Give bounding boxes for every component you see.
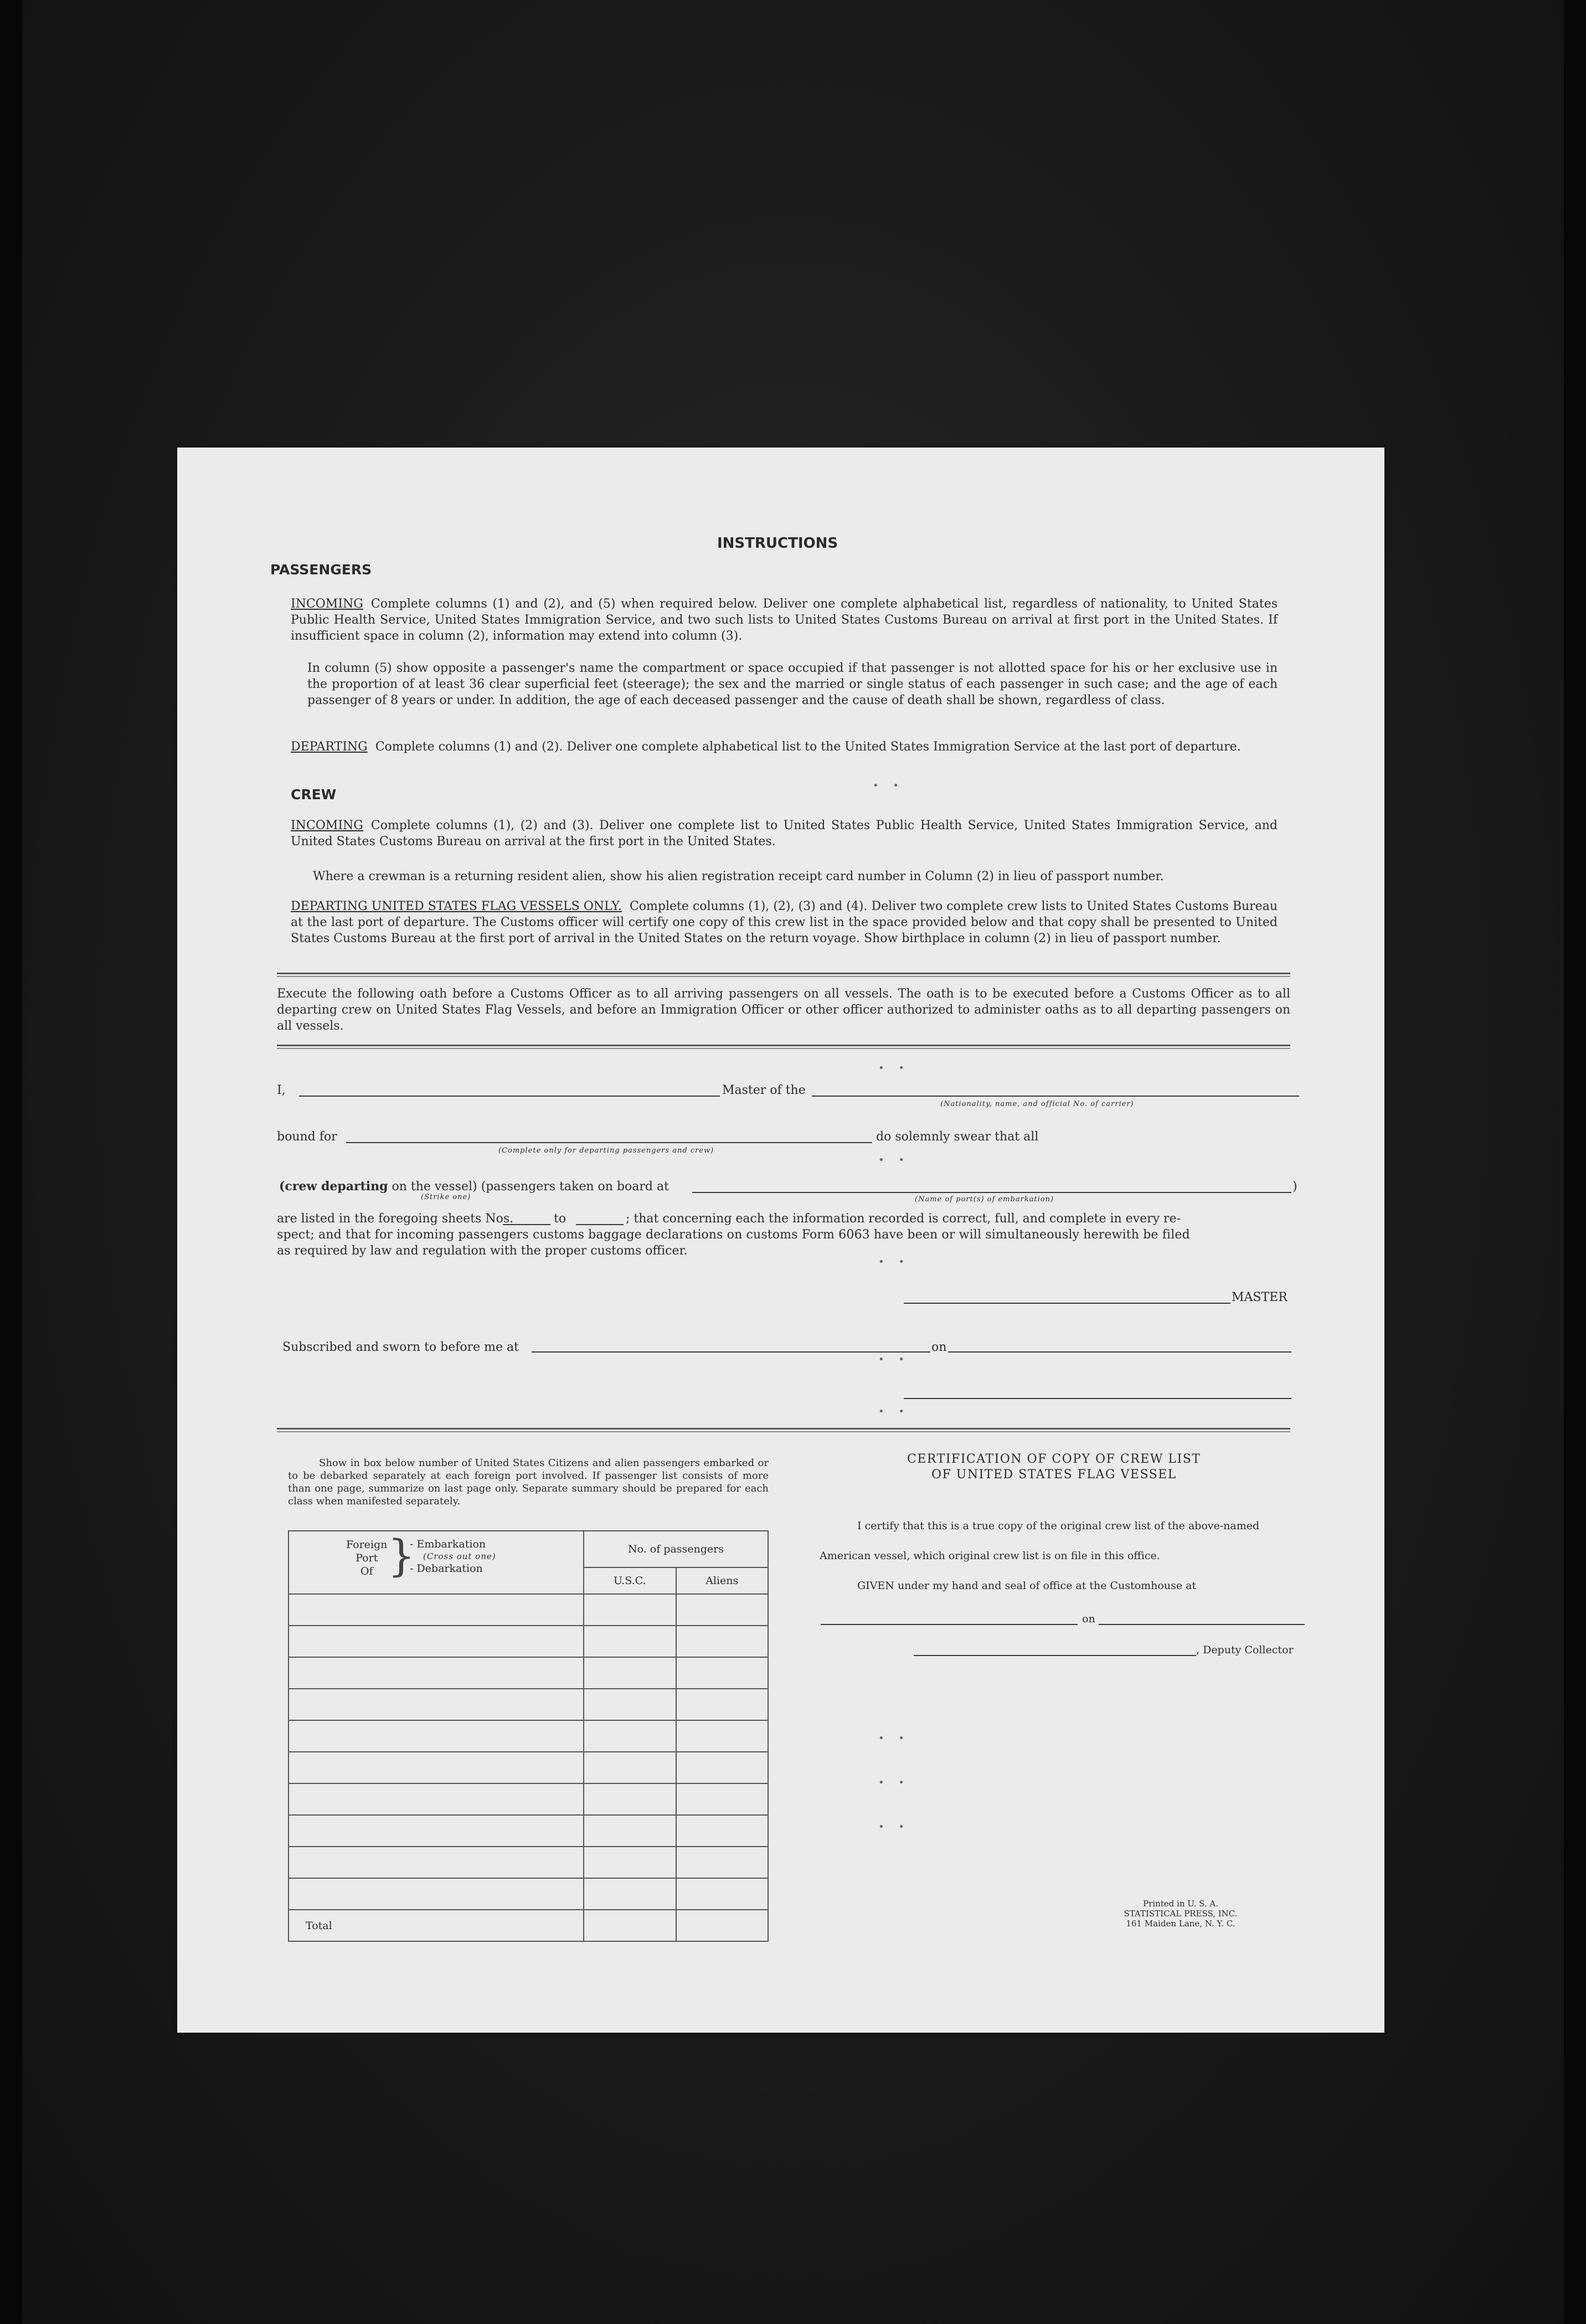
printer-line-2: STATISTICAL PRESS, INC. bbox=[1124, 1909, 1238, 1919]
crew-departing-option[interactable]: (crew departing bbox=[279, 1179, 388, 1194]
table-row bbox=[289, 1878, 768, 1910]
brace-icon: } bbox=[388, 1531, 415, 1581]
listed-label: are listed in the foregoing sheets Nos. bbox=[277, 1212, 514, 1226]
cert-on-label: on bbox=[1082, 1613, 1095, 1625]
total-label: Total bbox=[289, 1910, 584, 1941]
on-the-vessel-text: on the vessel) bbox=[392, 1180, 477, 1194]
total-row bbox=[289, 1910, 768, 1941]
embarkation-caption: (Name of port(s) of embarkation) bbox=[915, 1195, 1054, 1204]
printer-line-3: 161 Maiden Lane, N. Y. C. bbox=[1126, 1919, 1235, 1929]
subscribed-on-label: on bbox=[931, 1340, 947, 1354]
table-row bbox=[289, 1689, 768, 1720]
aliens-cell[interactable] bbox=[676, 1720, 769, 1752]
table-row bbox=[289, 1594, 768, 1626]
usc-cell[interactable] bbox=[584, 1594, 676, 1626]
port-cell[interactable] bbox=[289, 1720, 584, 1752]
bound-for-label: bound for bbox=[277, 1130, 337, 1144]
cert-date-field[interactable] bbox=[1099, 1624, 1305, 1625]
aliens-cell[interactable] bbox=[676, 1657, 769, 1689]
aliens-cell[interactable] bbox=[676, 1752, 769, 1783]
crew-departing-paragraph bbox=[291, 898, 1278, 947]
embarkation-port-field[interactable] bbox=[692, 1192, 1291, 1193]
passengers-heading: PASSENGERS bbox=[270, 562, 372, 578]
of-label: Of bbox=[360, 1565, 373, 1577]
crew-heading: CREW bbox=[291, 786, 337, 803]
passengers-departing-label: DEPARTING bbox=[291, 740, 368, 754]
subscribed-label: Subscribed and sworn to before me at bbox=[282, 1340, 519, 1354]
bound-for-field[interactable] bbox=[346, 1142, 872, 1143]
oath-intro: Execute the following oath before a Customs Officer as to all arriving passengers on all vessels. The oath is to be executed before a Customs Officer as to all departing crew on United States Flag Vessels, and before an Immigration Officer or other officer authorized to administer oaths as to all departing passengers on all vessels. bbox=[277, 987, 1290, 1033]
officer-signature-field[interactable] bbox=[904, 1398, 1291, 1399]
table-row bbox=[289, 1720, 768, 1752]
crew-departing-label: DEPARTING UNITED STATES FLAG VESSELS ONLY. bbox=[291, 899, 622, 913]
swear-label: do solemnly swear that all bbox=[876, 1130, 1039, 1144]
bleed-through-mark: • • bbox=[878, 1354, 910, 1365]
bleed-through-mark: • • bbox=[878, 1062, 910, 1074]
port-cell[interactable] bbox=[289, 1783, 584, 1815]
bleed-through-mark: • • bbox=[878, 1256, 910, 1268]
aliens-cell[interactable] bbox=[676, 1815, 769, 1847]
passengers-departing-text: Complete columns (1) and (2). Deliver one complete alphabetical list to the United States Immigration Service at the last port of departure. bbox=[375, 740, 1241, 754]
listed-text-1: ; that concerning each the information recorded is correct, full, and complete in every re- bbox=[626, 1212, 1181, 1226]
usc-cell[interactable] bbox=[584, 1657, 676, 1689]
document-page bbox=[177, 448, 1384, 2033]
aliens-cell[interactable] bbox=[676, 1689, 769, 1720]
usc-cell[interactable] bbox=[584, 1783, 676, 1815]
bleed-through-mark: • • bbox=[878, 1406, 910, 1417]
subscribed-date-field[interactable] bbox=[948, 1351, 1291, 1353]
bleed-through-mark: • • bbox=[873, 780, 904, 791]
certification-title-1: CERTIFICATION OF COPY OF CREW LIST bbox=[907, 1452, 1201, 1466]
passengers-incoming-paragraph bbox=[291, 596, 1278, 644]
port-cell[interactable] bbox=[289, 1689, 584, 1720]
total-aliens-cell[interactable] bbox=[676, 1910, 769, 1941]
master-name-field[interactable] bbox=[299, 1096, 720, 1097]
crew-departing-text: Complete columns (1), (2), (3) and (4). Deliver two complete crew lists to United States Customs Bureau at the last port of departure. The Customs officer will certify one copy of this crew list in the space provided below and that copy shall be presented to United States Customs Bureau at the first port of arrival in the United States on the return voyage. Show birthplace in column (2) in lieu of passport number. bbox=[291, 899, 1278, 945]
crew-resident-paragraph: Where a crewman is a returning resident alien, show his alien registration receipt card number in Column (2) in lieu of passport number. bbox=[313, 870, 1164, 883]
passengers-departing-paragraph bbox=[291, 739, 1278, 755]
crew-incoming-paragraph bbox=[291, 817, 1278, 850]
aliens-header: Aliens bbox=[676, 1567, 769, 1594]
deputy-collector-label: , Deputy Collector bbox=[1196, 1644, 1294, 1656]
bleed-through-mark: • • bbox=[878, 1154, 910, 1166]
passenger-summary-table bbox=[288, 1530, 769, 1942]
carrier-field[interactable] bbox=[812, 1096, 1299, 1097]
passengers-taken-option[interactable]: (passengers taken on board at bbox=[481, 1180, 669, 1194]
aliens-cell[interactable] bbox=[676, 1783, 769, 1815]
debarkation-option[interactable]: - Debarkation bbox=[410, 1562, 483, 1575]
printer-line-1: Printed in U. S. A. bbox=[1143, 1899, 1218, 1909]
listed-text-3: as required by law and regulation with the proper customs officer. bbox=[277, 1244, 688, 1258]
passengers-incoming-text: Complete columns (1) and (2), and (5) when required below. Deliver one complete alphabetical list, regardless of nationality, to United States Public Health Service, United States Immigration Service, and two such lists to United States Customs Bureau on arrival at first port in the United States. If insufficient space in column (2), information may extend into column (3). bbox=[291, 597, 1278, 643]
master-signature-field[interactable] bbox=[904, 1303, 1230, 1304]
printer-imprint bbox=[1098, 1899, 1264, 1929]
bleed-through-mark: • • bbox=[878, 1777, 910, 1788]
carrier-caption: (Nationality, name, and official No. of carrier) bbox=[940, 1100, 1134, 1108]
aliens-cell[interactable] bbox=[676, 1847, 769, 1878]
crew-incoming-text: Complete columns (1), (2) and (3). Deliver one complete list to United States Public Health Service, United States Immigration Service, and United States Customs Bureau on arrival at the first port in the United States. bbox=[291, 819, 1278, 849]
aliens-cell[interactable] bbox=[676, 1878, 769, 1910]
port-cell[interactable] bbox=[289, 1752, 584, 1783]
bleed-through-mark: • • bbox=[878, 1821, 910, 1833]
certify-text-2: American vessel, which original crew list is on file in this office. bbox=[820, 1550, 1160, 1562]
embarkation-option[interactable]: - Embarkation bbox=[410, 1538, 486, 1550]
oath-i-label: I, bbox=[277, 1083, 286, 1097]
usc-cell[interactable] bbox=[584, 1878, 676, 1910]
no-of-passengers-header: No. of passengers bbox=[584, 1531, 768, 1567]
aliens-cell[interactable] bbox=[676, 1594, 769, 1626]
usc-cell[interactable] bbox=[584, 1689, 676, 1720]
film-edge-left bbox=[0, 0, 22, 2324]
port-cell[interactable] bbox=[289, 1878, 584, 1910]
table-row bbox=[289, 1847, 768, 1878]
divider bbox=[277, 973, 1290, 977]
close-paren: ) bbox=[1293, 1180, 1297, 1194]
table-row bbox=[289, 1657, 768, 1689]
usc-cell[interactable] bbox=[584, 1815, 676, 1847]
table-row bbox=[289, 1626, 768, 1657]
port-label: Port bbox=[356, 1552, 378, 1564]
usc-header: U.S.C. bbox=[584, 1567, 676, 1594]
divider bbox=[277, 1428, 1290, 1432]
foreign-label: Foreign bbox=[346, 1539, 388, 1551]
customhouse-field[interactable] bbox=[821, 1624, 1078, 1625]
port-cell[interactable] bbox=[289, 1594, 584, 1626]
master-label: MASTER bbox=[1232, 1290, 1288, 1304]
table-row bbox=[289, 1815, 768, 1847]
crew-incoming-label: INCOMING bbox=[291, 819, 363, 832]
usc-cell[interactable] bbox=[584, 1847, 676, 1878]
cross-out-caption: (Cross out one) bbox=[423, 1551, 496, 1561]
port-cell[interactable] bbox=[289, 1815, 584, 1847]
to-label: to bbox=[554, 1212, 567, 1226]
divider bbox=[277, 1045, 1290, 1049]
summary-instructions: Show in box below number of United States Citizens and alien passengers embarked or to be debarked separately at each foreign port involved. If passenger list consists of more than one page, summarize on last page only. Separate summary should be prepared for each class when manifested separately. bbox=[288, 1457, 769, 1507]
aliens-cell[interactable] bbox=[676, 1626, 769, 1657]
sheet-to-field[interactable] bbox=[576, 1224, 624, 1225]
strike-one-caption: (Strike one) bbox=[421, 1193, 471, 1201]
deputy-signature-field[interactable] bbox=[914, 1655, 1196, 1656]
page-title: INSTRUCTIONS bbox=[717, 535, 838, 552]
given-text: GIVEN under my hand and seal of office at the Customhouse at bbox=[857, 1580, 1197, 1592]
table-row bbox=[289, 1783, 768, 1815]
passengers-incoming-label: INCOMING bbox=[291, 597, 363, 611]
passengers-column5-paragraph: In column (5) show opposite a passenger's name the compartment or space occupied if that passenger is not allotted space for his or her exclusive use in the proportion of at least 36 clear superficial feet (steerage); the sex and the married or single status of each passenger in such case; and the age of each passenger of 8 years or under. In addition, the age of each deceased passenger and the cause of death shall be shown, regardless of class. bbox=[307, 661, 1278, 707]
port-cell[interactable] bbox=[289, 1657, 584, 1689]
table-row bbox=[289, 1752, 768, 1783]
total-usc-cell[interactable] bbox=[584, 1910, 676, 1941]
master-of-label: Master of the bbox=[722, 1083, 806, 1097]
bound-caption: (Complete only for departing passengers and crew) bbox=[498, 1146, 714, 1155]
subscribed-place-field[interactable] bbox=[532, 1351, 930, 1353]
port-cell[interactable] bbox=[289, 1847, 584, 1878]
usc-cell[interactable] bbox=[584, 1626, 676, 1657]
certification-title-2: OF UNITED STATES FLAG VESSEL bbox=[931, 1468, 1177, 1482]
usc-cell[interactable] bbox=[584, 1752, 676, 1783]
oath-strike-line bbox=[279, 1179, 669, 1195]
usc-cell[interactable] bbox=[584, 1720, 676, 1752]
listed-text-2: spect; and that for incoming passengers customs baggage declarations on customs Form 6063 have been or will simultaneously herewith be filed bbox=[277, 1228, 1190, 1242]
certify-text-1: I certify that this is a true copy of the original crew list of the above-named bbox=[857, 1520, 1260, 1532]
sheet-from-field[interactable] bbox=[503, 1224, 550, 1225]
port-header-cell bbox=[289, 1531, 584, 1594]
port-cell[interactable] bbox=[289, 1626, 584, 1657]
bleed-through-mark: • • bbox=[878, 1732, 910, 1744]
film-edge-right bbox=[1564, 0, 1586, 2324]
